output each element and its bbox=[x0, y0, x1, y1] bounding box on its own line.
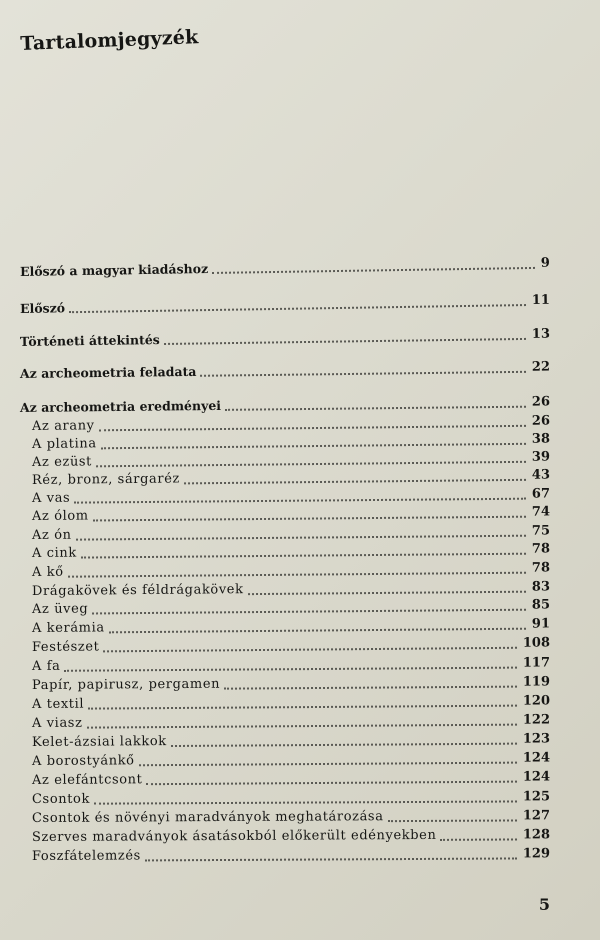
toc-entry-page: 26 bbox=[531, 413, 551, 429]
dot-leader bbox=[96, 460, 526, 468]
toc-entry-page: 67 bbox=[531, 486, 551, 502]
toc-subentry bbox=[32, 692, 550, 714]
dot-leader bbox=[139, 761, 517, 767]
toc-entry-label: Réz, bronz, sárgaréz bbox=[31, 471, 180, 488]
dot-leader bbox=[93, 515, 526, 522]
toc-entry-label: Az üveg bbox=[31, 601, 89, 617]
toc-entry-label: Előszó bbox=[19, 300, 66, 316]
page-title: Tartalomjegyzék bbox=[20, 26, 199, 55]
toc-entry-label: A kerámia bbox=[31, 620, 105, 636]
dot-leader bbox=[440, 837, 516, 840]
dot-leader bbox=[76, 534, 526, 541]
dot-leader bbox=[103, 646, 516, 653]
toc-entry-label: A fa bbox=[31, 658, 61, 674]
toc-entry-page: 125 bbox=[522, 789, 551, 805]
toc-entry-label: Csontok bbox=[31, 791, 90, 807]
toc-subentry bbox=[32, 768, 550, 790]
toc-entry-page: 22 bbox=[531, 359, 551, 375]
toc-subentry bbox=[32, 749, 550, 771]
toc-entry-page: 74 bbox=[531, 504, 551, 520]
table-of-contents bbox=[20, 0, 550, 940]
toc-entry-page: 117 bbox=[522, 655, 551, 671]
dot-leader bbox=[92, 608, 526, 615]
toc-entry-page: 124 bbox=[522, 769, 551, 785]
toc-entry-page: 124 bbox=[522, 750, 551, 766]
toc-entry-page: 128 bbox=[522, 827, 551, 843]
toc-entry-label: Drágakövek és féldrágakövek bbox=[31, 582, 244, 599]
toc-entry-label: Az arany bbox=[31, 418, 95, 434]
toc-entry-page: 119 bbox=[522, 674, 551, 690]
toc-subentry bbox=[32, 673, 550, 695]
dot-leader bbox=[224, 685, 517, 690]
toc-entry-page: 91 bbox=[531, 616, 551, 632]
toc-entry-page: 26 bbox=[531, 394, 551, 410]
toc-entry bbox=[20, 292, 550, 318]
toc-entry bbox=[20, 255, 550, 281]
toc-subentry bbox=[32, 845, 550, 866]
toc-entry-page: 9 bbox=[540, 255, 551, 271]
toc-entry-page: 13 bbox=[531, 326, 551, 342]
toc-entry-label: Az archeometria eredményei bbox=[19, 397, 222, 415]
toc-subentry bbox=[32, 788, 550, 809]
dot-leader bbox=[171, 742, 517, 747]
toc-entry-label: Az ólom bbox=[31, 508, 89, 524]
page-number: 5 bbox=[538, 895, 550, 914]
toc-subentry bbox=[32, 711, 550, 733]
toc-entry-label: Az archeometria feladata bbox=[19, 363, 197, 381]
toc-entry-label: Történeti áttekintés bbox=[19, 332, 160, 349]
dot-leader bbox=[94, 799, 517, 804]
toc-entry-page: 127 bbox=[522, 808, 551, 824]
dot-leader bbox=[81, 552, 526, 559]
dot-leader bbox=[88, 704, 517, 710]
toc-entry-label: Az ón bbox=[31, 527, 72, 543]
dot-leader bbox=[109, 627, 526, 634]
toc-entry bbox=[20, 359, 550, 383]
toc-subentry bbox=[32, 807, 550, 828]
toc-entry-page: 85 bbox=[531, 597, 551, 613]
dot-leader bbox=[146, 780, 516, 786]
toc-entry-page: 122 bbox=[522, 712, 551, 728]
toc-entry bbox=[20, 326, 550, 351]
dot-leader bbox=[248, 590, 526, 595]
toc-entry-label: A kő bbox=[31, 564, 64, 580]
dot-leader bbox=[212, 266, 535, 274]
toc-entry-label: Foszfátelemzés bbox=[31, 848, 141, 864]
toc-entry-page: 123 bbox=[522, 731, 551, 747]
dot-leader bbox=[87, 723, 517, 729]
dot-leader bbox=[164, 337, 526, 345]
toc-entry-label: Szerves maradványok ásatásokból előkerült edényekben bbox=[31, 827, 437, 845]
toc-subentry bbox=[32, 730, 550, 752]
toc-entry-label: A platina bbox=[31, 436, 97, 452]
toc-entry-page: 39 bbox=[531, 449, 551, 465]
toc-entry-page: 78 bbox=[531, 560, 551, 576]
toc-entry-page: 38 bbox=[531, 431, 551, 447]
toc-entry-label: A vas bbox=[31, 490, 71, 506]
toc-entry-label: Az ezüst bbox=[31, 454, 93, 470]
toc-entry-label: A viasz bbox=[31, 715, 83, 731]
toc-entry-label: Előszó a magyar kiadáshoz bbox=[19, 261, 209, 279]
toc-entry-label: Festészet bbox=[31, 639, 100, 655]
dot-leader bbox=[68, 571, 526, 578]
toc-entry-page: 83 bbox=[531, 579, 551, 595]
toc-entry-page: 43 bbox=[531, 467, 551, 483]
dot-leader bbox=[74, 497, 526, 504]
dot-leader bbox=[99, 424, 526, 431]
toc-entry-page: 108 bbox=[522, 635, 551, 651]
toc-entry-label: A cink bbox=[31, 545, 77, 561]
toc-subentry bbox=[32, 634, 550, 657]
dot-leader bbox=[101, 442, 526, 449]
dot-leader bbox=[69, 303, 526, 313]
toc-entry-label: Csontok és növényi maradványok meghatározása bbox=[31, 809, 384, 826]
dot-leader bbox=[225, 405, 526, 411]
toc-entry-label: Kelet-ázsiai lakkok bbox=[31, 734, 167, 750]
dot-leader bbox=[64, 666, 516, 672]
dot-leader bbox=[388, 818, 517, 822]
toc-entry-page: 129 bbox=[522, 846, 551, 862]
toc-entry-page: 120 bbox=[522, 693, 551, 709]
dot-leader bbox=[145, 856, 517, 861]
toc-subentry bbox=[32, 654, 550, 676]
dot-leader bbox=[200, 370, 525, 377]
toc-entry-label: A textil bbox=[31, 696, 85, 712]
toc-entry-page: 75 bbox=[531, 523, 551, 539]
toc-entry-page: 11 bbox=[531, 292, 551, 308]
dot-leader bbox=[184, 478, 526, 485]
toc-entry-label: Az elefántcsont bbox=[31, 772, 143, 788]
toc-entry-label: Papír, papirusz, pergamen bbox=[31, 676, 221, 693]
toc-subentry bbox=[32, 826, 550, 847]
toc-entry-label: A borostyánkő bbox=[31, 753, 135, 769]
toc-entry-page: 78 bbox=[531, 541, 551, 557]
